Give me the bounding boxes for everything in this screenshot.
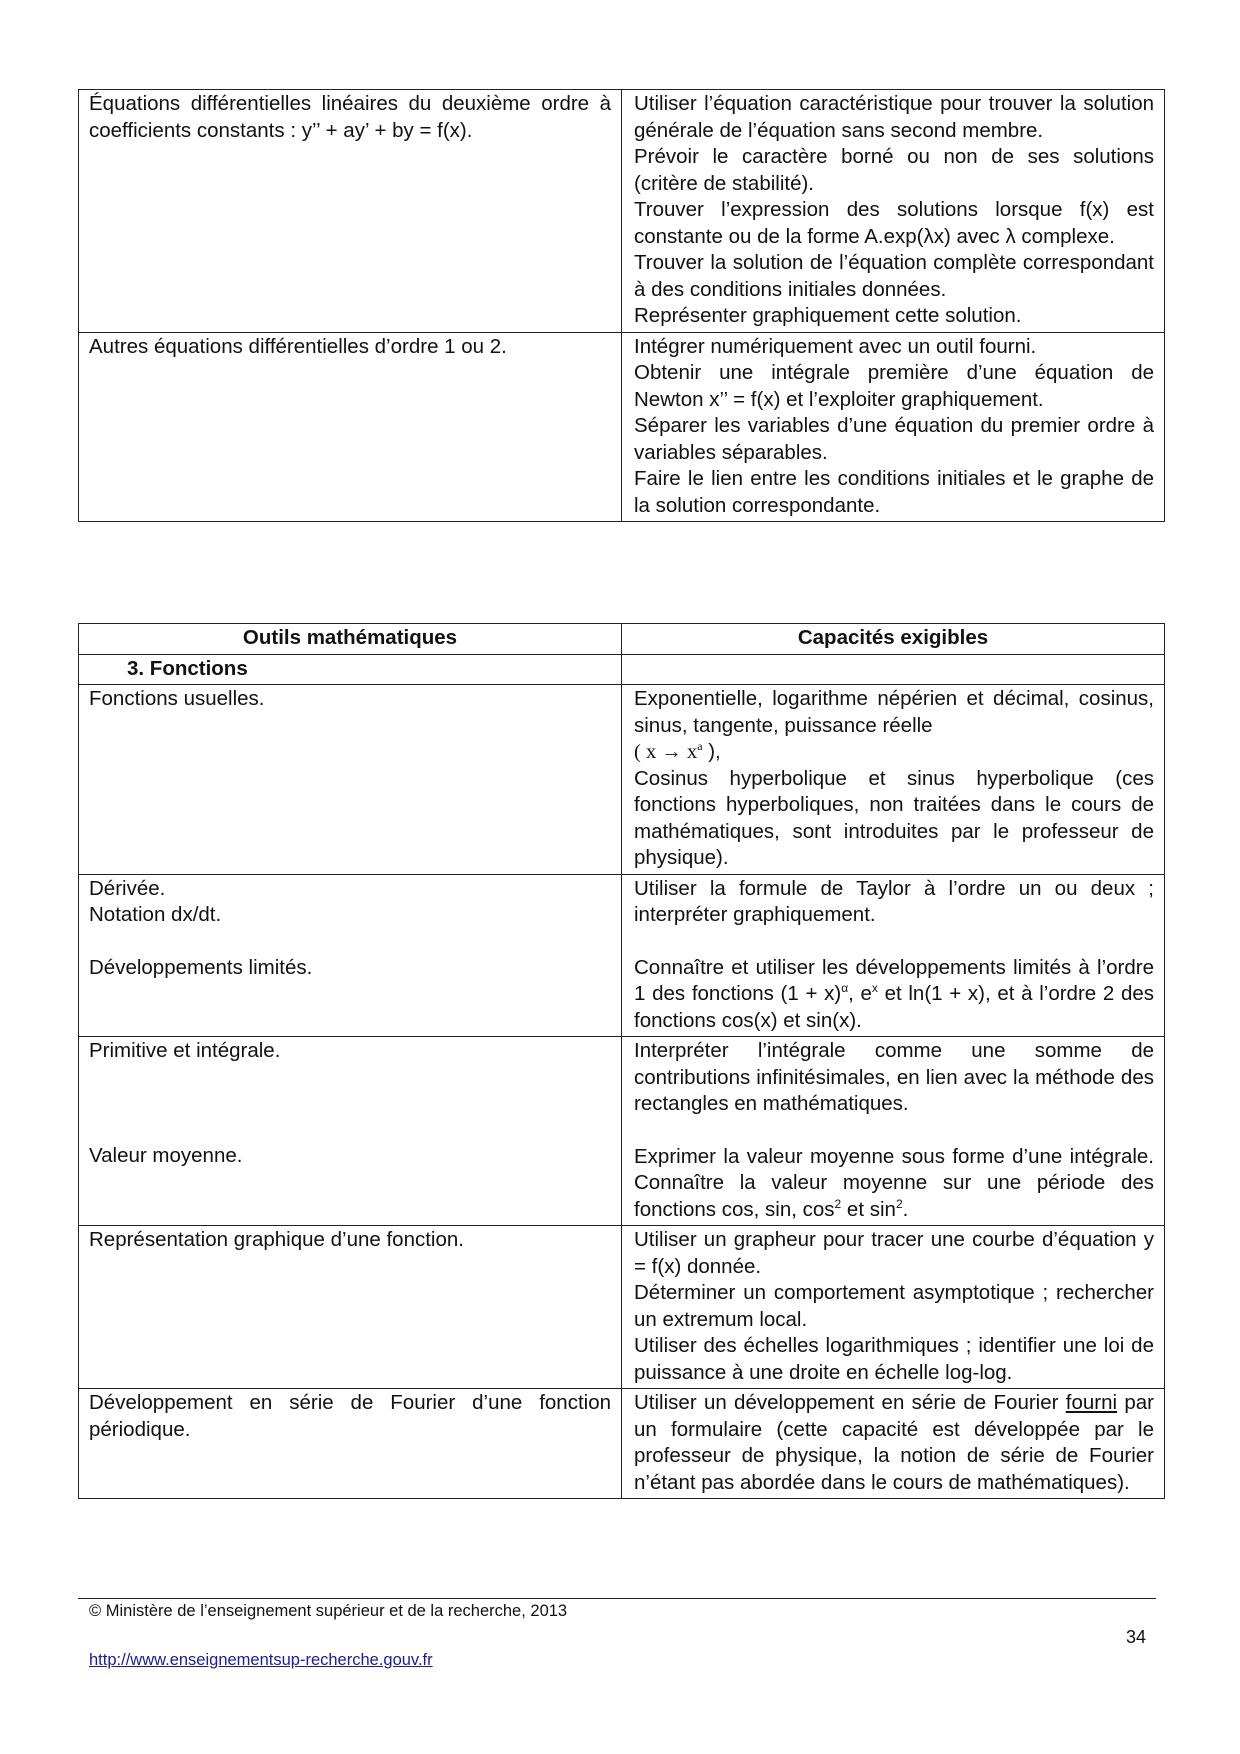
column-header-capacities: Capacités exigibles bbox=[622, 624, 1165, 655]
capacity-item bbox=[634, 955, 1154, 1035]
empty-cell bbox=[622, 654, 1165, 685]
functions-table bbox=[78, 623, 1165, 1499]
capacity-item: Interpréter l’intégrale comme une somme de contributions infinitésimales, en lien avec la méthode des rectangles en mathématiques. bbox=[634, 1039, 1154, 1115]
text-part: . bbox=[902, 1197, 909, 1221]
notion-text: Dérivée. bbox=[89, 876, 166, 900]
text-part: par un formulaire (cette capacité est développée par le professeur de physique, la notion de série de Fourier n’étant pas abordée dans le cours de mathématiques). bbox=[634, 1391, 1154, 1494]
spacer bbox=[89, 1091, 611, 1117]
footer-link[interactable]: http://www.enseignementsup-recherche.gouv.fr bbox=[89, 1651, 433, 1669]
capacity-item: Déterminer un comportement asymptotique ; rechercher un extremum local. bbox=[634, 1281, 1154, 1331]
notion-cell bbox=[79, 1226, 622, 1389]
notion-cell bbox=[79, 332, 622, 522]
table-row bbox=[79, 1037, 1165, 1226]
capacity-item: Utiliser la formule de Taylor à l’ordre un ou deux ; interpréter graphiquement. bbox=[634, 876, 1154, 926]
power-function-formula bbox=[634, 739, 1154, 766]
capacity-item: Trouver l’expression des solutions lorsque f(x) est constante ou de la forme A.exp(λx) avec λ complexe. bbox=[634, 198, 1154, 248]
capacity-cell bbox=[622, 90, 1165, 333]
spacer bbox=[89, 1117, 611, 1143]
capacity-cell bbox=[622, 874, 1165, 1037]
table-row bbox=[79, 332, 1165, 522]
table-row bbox=[79, 1226, 1165, 1389]
exponent: 2 bbox=[834, 1196, 842, 1211]
table-row bbox=[79, 1389, 1165, 1499]
capacity-item bbox=[634, 1390, 1154, 1496]
spacer bbox=[634, 1118, 1154, 1144]
spacer bbox=[89, 1065, 611, 1091]
underlined-word: fourni bbox=[1065, 1391, 1118, 1414]
table-header-row bbox=[79, 624, 1165, 655]
exponent: α bbox=[841, 981, 849, 995]
exponent: 2 bbox=[895, 1196, 903, 1211]
capacity-cell bbox=[622, 332, 1165, 522]
notion-text: Développements limités. bbox=[89, 955, 313, 979]
capacity-item: Prévoir le caractère borné ou non de ses solutions (critère de stabilité). bbox=[634, 145, 1154, 195]
notion-cell bbox=[79, 90, 622, 333]
section-title: 3. Fonctions bbox=[79, 654, 622, 685]
capacity-item: Représenter graphiquement cette solution. bbox=[634, 304, 1022, 327]
differential-equations-table bbox=[78, 89, 1165, 522]
table-row bbox=[79, 685, 1165, 875]
notion-text: Primitive et intégrale. bbox=[89, 1039, 281, 1062]
notion-text: Notation dx/dt. bbox=[89, 903, 222, 926]
capacity-cell bbox=[622, 1226, 1165, 1389]
formula-open: ( x → x bbox=[634, 741, 698, 763]
capacity-cell bbox=[622, 1389, 1165, 1499]
footer-copyright: © Ministère de l’enseignement supérieur et de la recherche, 2013 bbox=[89, 1602, 568, 1620]
capacity-item: Exponentielle, logarithme népérien et décimal, cosinus, sinus, tangente, puissance réelle bbox=[634, 687, 1154, 737]
capacity-item bbox=[634, 1144, 1154, 1224]
formula-exponent: a bbox=[697, 739, 703, 753]
notion-text: Équations différentielles linéaires du deuxième ordre à coefficients constants : y’’ + ay’ + by = f(x). bbox=[89, 92, 611, 142]
table-row bbox=[79, 874, 1165, 1037]
notion-text: Autres équations différentielles d’ordre 1 ou 2. bbox=[89, 334, 507, 358]
capacity-item: Faire le lien entre les conditions initiales et le graphe de la solution correspondante. bbox=[634, 467, 1154, 517]
notion-text: Valeur moyenne. bbox=[89, 1143, 243, 1167]
notion-text: Fonctions usuelles. bbox=[89, 687, 265, 710]
capacity-item: Utiliser des échelles logarithmiques ; identifier une loi de puissance à une droite en échelle log-log. bbox=[634, 1334, 1154, 1384]
footer-divider bbox=[78, 1598, 1156, 1599]
spacer bbox=[89, 929, 611, 955]
table-row bbox=[79, 90, 1165, 333]
text-part: Utiliser un développement en série de Fourier bbox=[634, 1391, 1066, 1414]
spacer bbox=[634, 929, 1154, 955]
page-number: 34 bbox=[1126, 1627, 1147, 1647]
text-part: Connaître et utiliser les développements limités à l’ordre 1 des fonctions (1 + x) bbox=[634, 955, 1154, 1005]
notion-text: Représentation graphique d’une fonction. bbox=[89, 1228, 464, 1251]
capacity-cell bbox=[622, 685, 1165, 875]
text-part: et sin bbox=[841, 1197, 896, 1221]
capacity-item: Obtenir une intégrale première d’une équation de Newton x’’ = f(x) et l’exploiter graphiquement. bbox=[634, 361, 1154, 411]
text-part: , e bbox=[848, 982, 872, 1005]
notion-cell bbox=[79, 1389, 622, 1499]
notion-cell bbox=[79, 1037, 622, 1226]
notion-text: Développement en série de Fourier d’une fonction périodique. bbox=[89, 1391, 611, 1441]
notion-cell bbox=[79, 874, 622, 1037]
capacity-item: Cosinus hyperbolique et sinus hyperbolique (ces fonctions hyperboliques, non traitées dans le cours de mathématiques, sont introduites par le professeur de physique). bbox=[634, 766, 1154, 869]
section-row bbox=[79, 654, 1165, 685]
exponent: x bbox=[871, 981, 878, 995]
capacity-cell bbox=[622, 1037, 1165, 1226]
capacity-item: Trouver la solution de l’équation complète correspondant à des conditions initiales données. bbox=[634, 251, 1154, 301]
text-part: Exprimer la valeur moyenne sous forme d’une intégrale. Connaître la valeur moyenne sur une période des fonctions cos, sin, cos bbox=[634, 1144, 1154, 1221]
column-header-tools: Outils mathématiques bbox=[79, 624, 622, 655]
formula-close: ), bbox=[702, 740, 721, 763]
capacity-item: Intégrer numériquement avec un outil fourni. bbox=[634, 334, 1037, 358]
text-part: et ln(1 + x), et à l’ordre 2 des fonctions cos(x) et sin(x). bbox=[634, 982, 1155, 1032]
capacity-item: Utiliser un grapheur pour tracer une courbe d’équation y = f(x) donnée. bbox=[634, 1228, 1154, 1278]
capacity-item: Séparer les variables d’une équation du premier ordre à variables séparables. bbox=[634, 414, 1154, 464]
capacity-item: Utiliser l’équation caractéristique pour trouver la solution générale de l’équation sans second membre. bbox=[634, 92, 1154, 142]
notion-cell bbox=[79, 685, 622, 875]
